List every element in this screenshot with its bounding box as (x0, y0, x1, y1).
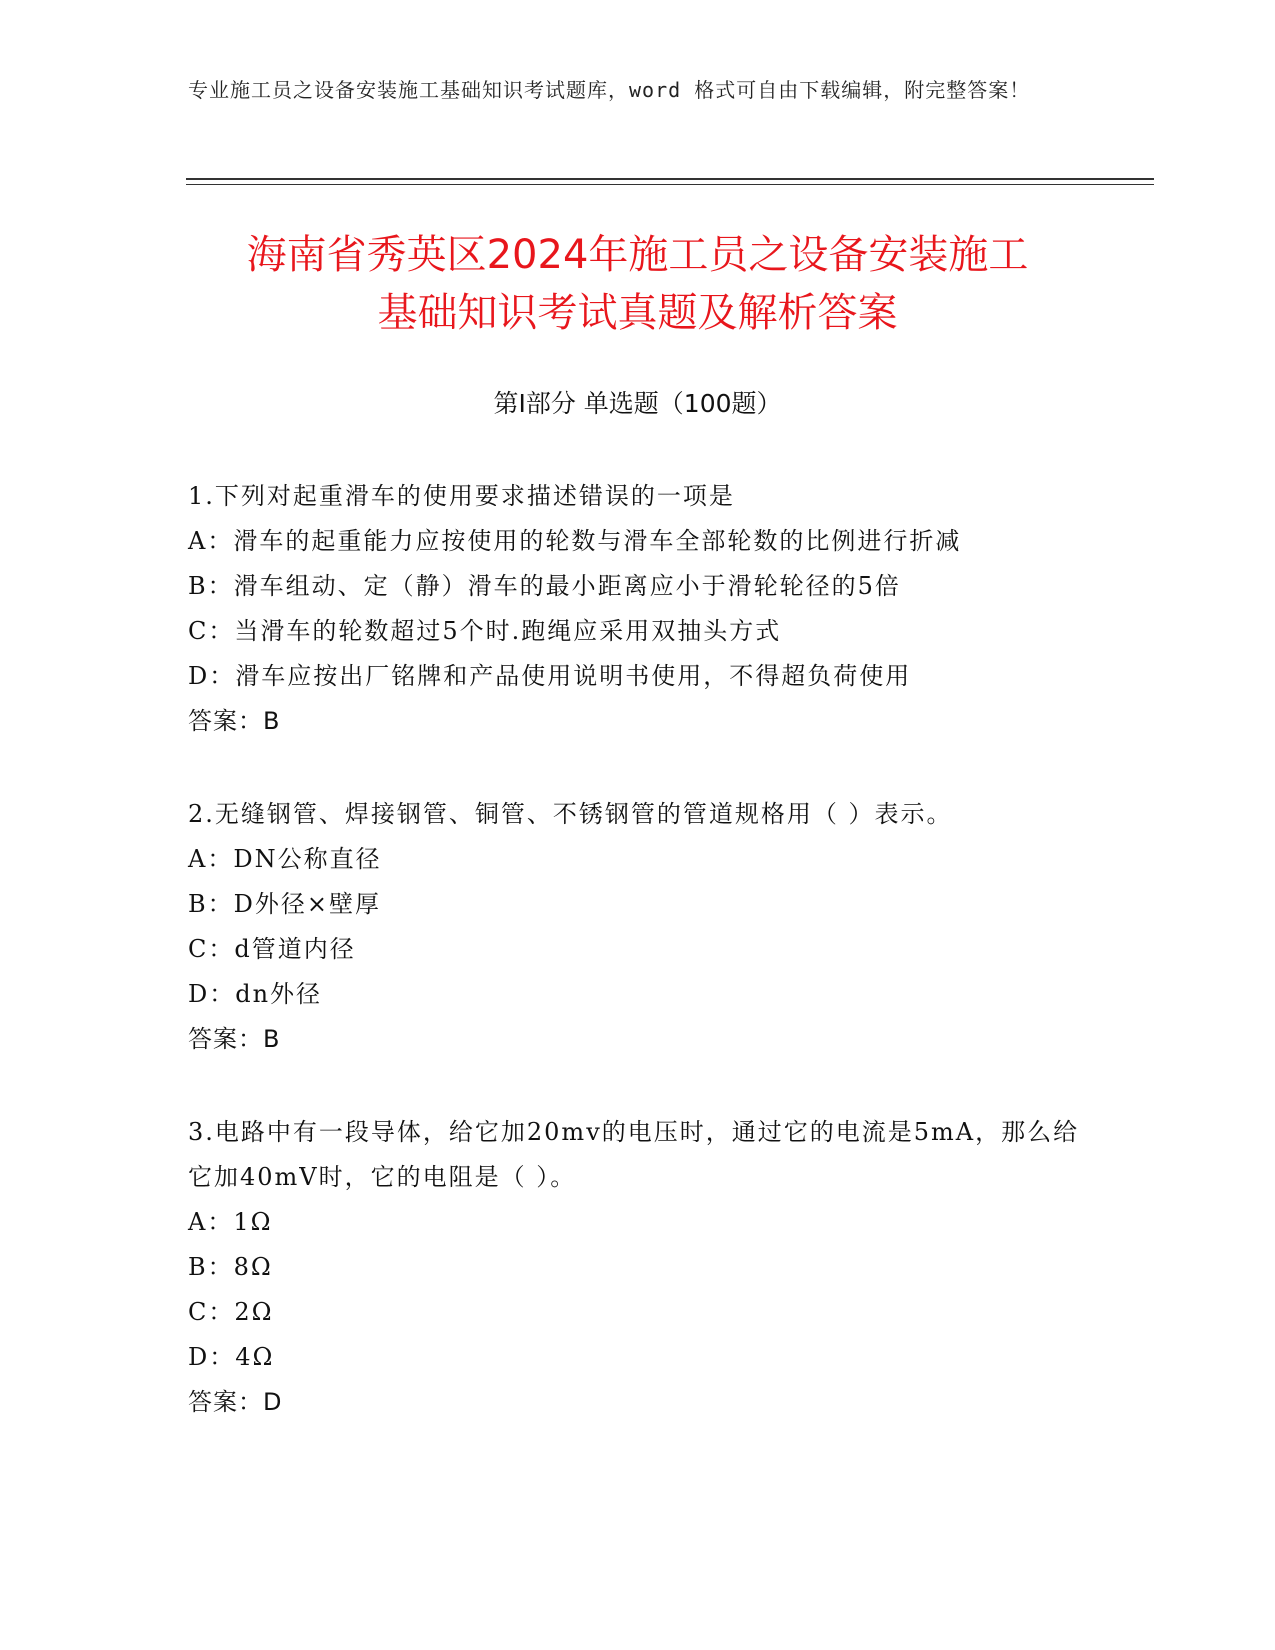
answer-label: 答案：D (188, 1388, 283, 1416)
question-1 (188, 474, 1088, 744)
option-a: A：1Ω (188, 1208, 273, 1236)
document-title-line-2: 基础知识考试真题及解析答案 (377, 290, 898, 336)
question-spacer (188, 1062, 1088, 1110)
option-b: B：D外径×壁厚 (188, 890, 381, 918)
question-list (188, 474, 1088, 1425)
option-a: A：滑车的起重能力应按使用的轮数与滑车全部轮数的比例进行折减 (188, 527, 962, 555)
section-heading: 第Ⅰ部分 单选题（100题） (493, 389, 782, 418)
document-title (150, 226, 1125, 342)
option-b: B：滑车组动、定（静）滑车的最小距离应小于滑轮轮径的5倍 (188, 572, 901, 600)
question-stem: 1.下列对起重滑车的使用要求描述错误的一项是 (188, 482, 735, 510)
question-stem: 2.无缝钢管、焊接钢管、铜管、不锈钢管的管道规格用（ ）表示。 (188, 800, 953, 828)
header-divider-thin (186, 184, 1154, 185)
document-title-line-1: 海南省秀英区2024年施工员之设备安装施工 (246, 232, 1029, 278)
option-c: C：d管道内径 (188, 935, 356, 963)
header-divider-thick (186, 178, 1154, 180)
question-stem: 3.电路中有一段导体，给它加20mv的电压时，通过它的电流是5mA，那么给它加40mV时，它的电阻是（ ）。 (188, 1118, 1080, 1191)
option-c: C：2Ω (188, 1298, 274, 1326)
option-d: D：4Ω (188, 1343, 275, 1371)
option-a: A：DN公称直径 (188, 845, 382, 873)
question-2 (188, 792, 1088, 1062)
option-d: D：滑车应按出厂铭牌和产品使用说明书使用，不得超负荷使用 (188, 662, 912, 690)
option-c: C：当滑车的轮数超过5个时.跑绳应采用双抽头方式 (188, 617, 782, 645)
answer-label: 答案：B (188, 707, 281, 735)
question-spacer (188, 744, 1088, 792)
answer-label: 答案：B (188, 1025, 281, 1053)
header-note: 专业施工员之设备安装施工基础知识考试题库，word 格式可自由下载编辑，附完整答案！ (188, 78, 1031, 102)
option-d: D：dn外径 (188, 980, 323, 1008)
question-3 (188, 1110, 1088, 1425)
option-b: B：8Ω (188, 1253, 273, 1281)
